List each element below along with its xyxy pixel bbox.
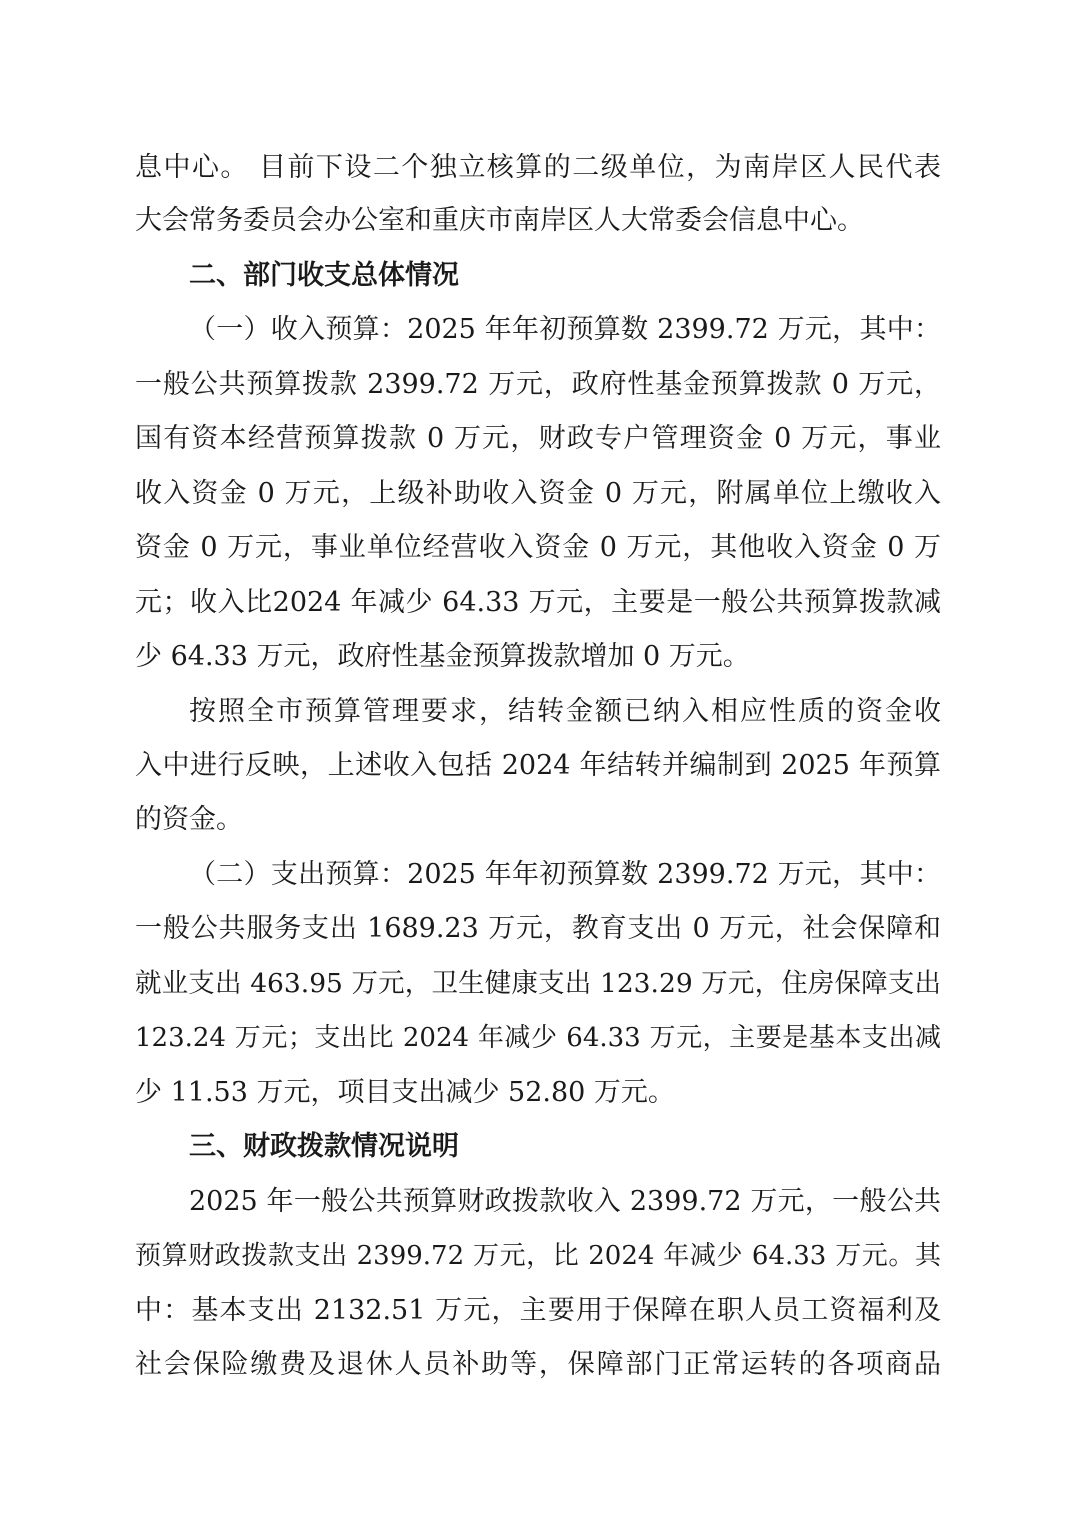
paragraph-line: 中：基本支出 2132.51 万元，主要用于保障在职人员工资福利及: [135, 1295, 941, 1326]
paragraph-line: （二）支出预算：2025 年年初预算数 2399.72 万元，其中：: [189, 859, 941, 890]
paragraph-line: 的资金。: [135, 804, 243, 835]
paragraph-line: 少 11.53 万元，项目支出减少 52.80 万元。: [135, 1077, 675, 1108]
paragraph-line: 预算财政拨款支出 2399.72 万元，比 2024 年减少 64.33 万元。其: [135, 1241, 941, 1271]
paragraph-line: 123.24 万元；支出比 2024 年减少 64.33 万元，主要是基本支出减: [135, 1023, 941, 1053]
paragraph-line: 国有资本经营预算拨款 0 万元，财政专户管理资金 0 万元，事业: [135, 423, 941, 454]
paragraph-line: 一般公共服务支出 1689.23 万元，教育支出 0 万元，社会保障和: [135, 913, 941, 944]
paragraph-line: 2025 年一般公共预算财政拨款收入 2399.72 万元，一般公共: [189, 1186, 941, 1217]
paragraph-line: 息中心。 目前下设二个独立核算的二级单位，为南岸区人民代表: [135, 152, 941, 183]
paragraph-line: 少 64.33 万元，政府性基金预算拨款增加 0 万元。: [135, 641, 750, 672]
section-heading: 三、财政拨款情况说明: [189, 1131, 459, 1162]
paragraph-line: 入中进行反映，上述收入包括 2024 年结转并编制到 2025 年预算: [135, 750, 941, 781]
paragraph-line: （一）收入预算：2025 年年初预算数 2399.72 万元，其中：: [189, 314, 941, 345]
paragraph-line: 收入资金 0 万元，上级补助收入资金 0 万元，附属单位上缴收入: [135, 478, 941, 509]
paragraph-line: 大会常务委员会办公室和重庆市南岸区人大常委会信息中心。: [135, 205, 864, 236]
paragraph-line: 一般公共预算拨款 2399.72 万元，政府性基金预算拨款 0 万元，: [135, 369, 941, 400]
paragraph-line: 就业支出 463.95 万元，卫生健康支出 123.29 万元，住房保障支出: [135, 968, 941, 999]
paragraph-line: 社会保险缴费及退休人员补助等，保障部门正常运转的各项商品: [135, 1349, 941, 1380]
paragraph-line: 元；收入比2024 年减少 64.33 万元，主要是一般公共预算拨款减: [135, 587, 941, 618]
paragraph-line: 资金 0 万元，事业单位经营收入资金 0 万元，其他收入资金 0 万: [135, 532, 941, 563]
paragraph-line: 按照全市预算管理要求，结转金额已纳入相应性质的资金收: [189, 696, 941, 727]
section-heading: 二、部门收支总体情况: [189, 260, 459, 291]
